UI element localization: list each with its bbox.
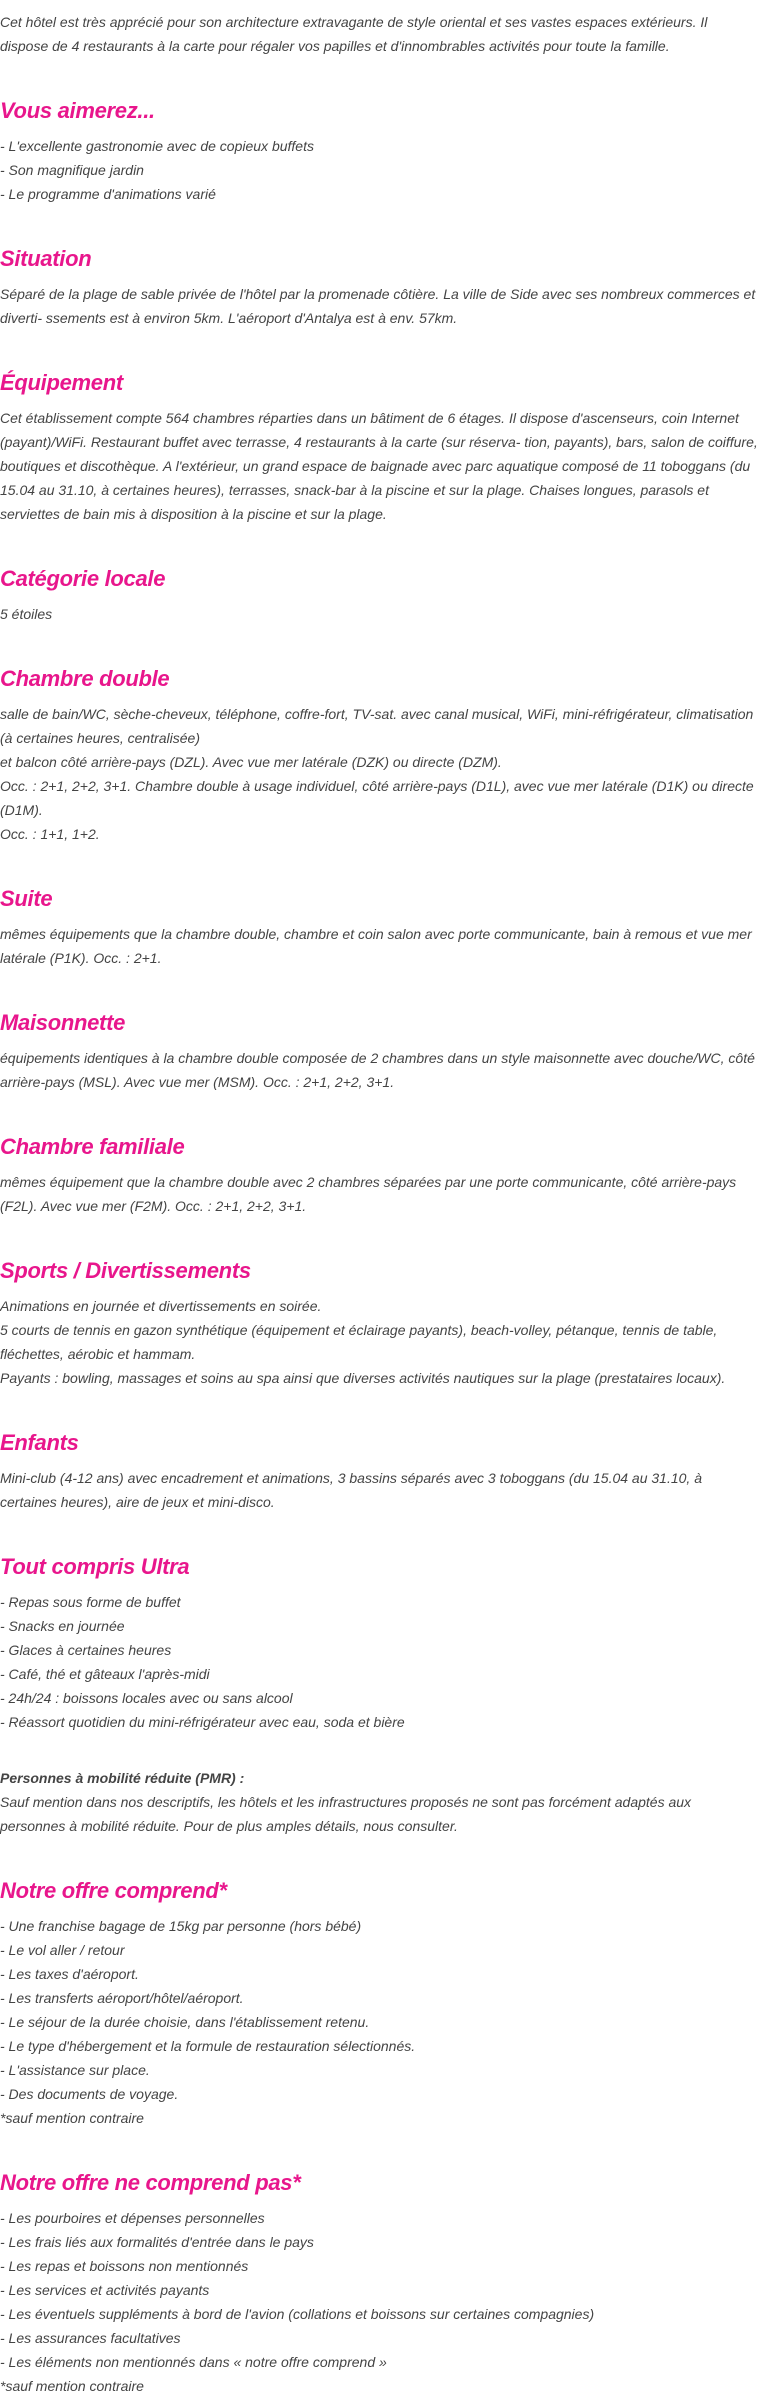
offer-heading: Notre offre comprend* — [0, 1878, 227, 1903]
content-line: Séparé de la plage de sable privée de l'hôtel par la promenade côtière. La ville de Side avec ses nombreux commerces et diverti- ssements est à environ 5km. L'aéroport d'Antalya est à env. 57km. — [0, 286, 756, 326]
content-body — [0, 1170, 758, 1218]
content-heading: Sports / Divertissements — [0, 1258, 251, 1283]
content-heading: Équipement — [0, 370, 123, 395]
offer-line: - Le séjour de la durée choisie, dans l'établissement retenu. — [0, 2014, 370, 2030]
content-section — [0, 368, 758, 526]
content-heading: Situation — [0, 246, 92, 271]
content-body — [0, 702, 758, 846]
content-section — [0, 564, 758, 626]
content-line: - Réassort quotidien du mini-réfrigérateur avec eau, soda et bière — [0, 1714, 405, 1730]
offer-line: *sauf mention contraire — [0, 2378, 144, 2394]
pmr-title: Personnes à mobilité réduite (PMR) : — [0, 1770, 245, 1786]
content-line: mêmes équipements que la chambre double, chambre et coin salon avec porte communicante, bain à remous et vue mer latérale (P1K). Occ. : 2+1. — [0, 926, 752, 966]
content-body — [0, 134, 758, 206]
offer-line: - Des documents de voyage. — [0, 2086, 179, 2102]
content-line: - Son magnifique jardin — [0, 162, 144, 178]
content-line: - Repas sous forme de buffet — [0, 1594, 181, 1610]
content-section — [0, 1428, 758, 1514]
content-heading: Maisonnette — [0, 1010, 126, 1035]
offer-line: - Les éléments non mentionnés dans « notre offre comprend » — [0, 2354, 387, 2370]
content-section — [0, 1552, 758, 1734]
content-line: - 24h/24 : boissons locales avec ou sans alcool — [0, 1690, 293, 1706]
sections-container — [0, 96, 758, 1734]
content-line: et balcon côté arrière-pays (DZL). Avec vue mer latérale (DZK) ou directe (DZM). — [0, 754, 502, 770]
offer-body — [0, 1914, 758, 2130]
content-section — [0, 1256, 758, 1390]
content-line: Occ. : 1+1, 1+2. — [0, 826, 100, 842]
content-section — [0, 1132, 758, 1218]
offer-line: *sauf mention contraire — [0, 2110, 144, 2126]
content-body — [0, 922, 758, 970]
content-heading: Catégorie locale — [0, 566, 166, 591]
content-line: équipements identiques à la chambre double composée de 2 chambres dans un style maisonnette avec douche/WC, côté arrière-pays (MSL). Avec vue mer (MSM). Occ. : 2+1, 2+2, 3+1. — [0, 1050, 755, 1090]
offer-section — [0, 2168, 758, 2398]
content-line: Mini-club (4-12 ans) avec encadrement et animations, 3 bassins séparés avec 3 toboggans (du 15.04 au 31.10, à certaines heures), aire de jeux et mini-disco. — [0, 1470, 702, 1510]
content-section — [0, 1008, 758, 1094]
offer-line: - Les taxes d'aéroport. — [0, 1966, 139, 1982]
content-line: Cet établissement compte 564 chambres réparties dans un bâtiment de 6 étages. Il dispose d'ascenseurs, coin Internet (payant)/WiFi. Restaurant buffet avec terrasse, 4 restaurants à la carte (sur réserva- tion, payants), bars, salon de coiffure, boutiques et discothèque. A l'extérieur, un grand espace de baignade avec parc aquatique composé de 11 toboggans (du 15.04 au 31.10, à certaines heures), terrasses, snack-bar à la piscine et sur la plage. Chaises longues, parasols et serviettes de bain mis à disposition à la piscine et sur la plage. — [0, 410, 758, 522]
content-line: 5 étoiles — [0, 606, 53, 622]
offer-line: - Une franchise bagage de 15kg par personne (hors bébé) — [0, 1918, 362, 1934]
content-line: Occ. : 2+1, 2+2, 3+1. Chambre double à usage individuel, côté arrière-pays (D1L), avec vue mer latérale (D1K) ou directe (D1M). — [0, 778, 754, 818]
offer-line: - Le type d'hébergement et la formule de restauration sélectionnés. — [0, 2038, 416, 2054]
offer-heading: Notre offre ne comprend pas* — [0, 2170, 301, 2195]
content-body — [0, 282, 758, 330]
content-section — [0, 664, 758, 846]
offer-line: - Le vol aller / retour — [0, 1942, 125, 1958]
content-line: - Snacks en journée — [0, 1618, 125, 1634]
intro-paragraph: Cet hôtel est très apprécié pour son architecture extravagante de style oriental et ses vastes espaces extérieurs. Il dispose de 4 restaurants à la carte pour régaler vos papilles et d'innombrables activités pour toute la famille. — [0, 14, 708, 54]
content-line: - Glaces à certaines heures — [0, 1642, 172, 1658]
content-heading: Chambre double — [0, 666, 170, 691]
content-body — [0, 406, 758, 526]
offer-line: - Les frais liés aux formalités d'entrée dans le pays — [0, 2234, 314, 2250]
content-heading: Chambre familiale — [0, 1134, 185, 1159]
content-body — [0, 602, 758, 626]
offer-line: - Les pourboires et dépenses personnelles — [0, 2210, 265, 2226]
offer-line: - Les services et activités payants — [0, 2282, 210, 2298]
content-section — [0, 96, 758, 206]
content-body — [0, 1590, 758, 1734]
offer-section — [0, 1876, 758, 2130]
offer-body — [0, 2206, 758, 2398]
content-line: Animations en journée et divertissements en soirée. — [0, 1298, 322, 1314]
content-heading: Enfants — [0, 1430, 79, 1455]
pmr-notice — [0, 1766, 758, 1838]
content-heading: Vous aimerez... — [0, 98, 155, 123]
content-line: mêmes équipement que la chambre double avec 2 chambres séparées par une porte communicante, côté arrière-pays (F2L). Avec vue mer (F2M). Occ. : 2+1, 2+2, 3+1. — [0, 1174, 737, 1214]
content-line: - Le programme d'animations varié — [0, 186, 216, 202]
content-line: Payants : bowling, massages et soins au spa ainsi que diverses activités nautiques sur la plage (prestataires locaux). — [0, 1370, 726, 1386]
content-line: - Café, thé et gâteaux l'après-midi — [0, 1666, 210, 1682]
content-section — [0, 884, 758, 970]
content-heading: Tout compris Ultra — [0, 1554, 190, 1579]
offer-line: - Les assurances facultatives — [0, 2330, 181, 2346]
content-heading: Suite — [0, 886, 53, 911]
content-line: salle de bain/WC, sèche-cheveux, téléphone, coffre-fort, TV-sat. avec canal musical, WiFi, mini-réfrigérateur, climatisation (à certaines heures, centralisée) — [0, 706, 754, 746]
offer-line: - Les transferts aéroport/hôtel/aéroport. — [0, 1990, 244, 2006]
content-section — [0, 244, 758, 330]
offer-line: - Les repas et boissons non mentionnés — [0, 2258, 249, 2274]
content-body — [0, 1046, 758, 1094]
offer-line: - Les éventuels suppléments à bord de l'avion (collations et boissons sur certaines compagnies) — [0, 2306, 595, 2322]
content-line: - L'excellente gastronomie avec de copieux buffets — [0, 138, 314, 154]
content-body — [0, 1294, 758, 1390]
content-line: 5 courts de tennis en gazon synthétique (équipement et éclairage payants), beach-volley, pétanque, tennis de table, fléchettes, aérobic et hammam. — [0, 1322, 718, 1362]
offers-container — [0, 1876, 758, 2398]
offer-line: - L'assistance sur place. — [0, 2062, 150, 2078]
pmr-text: Sauf mention dans nos descriptifs, les hôtels et les infrastructures proposés ne sont pas forcément adaptés aux personnes à mobilité réduite. Pour de plus amples détails, nous consulter. — [0, 1794, 692, 1834]
content-body — [0, 1466, 758, 1514]
